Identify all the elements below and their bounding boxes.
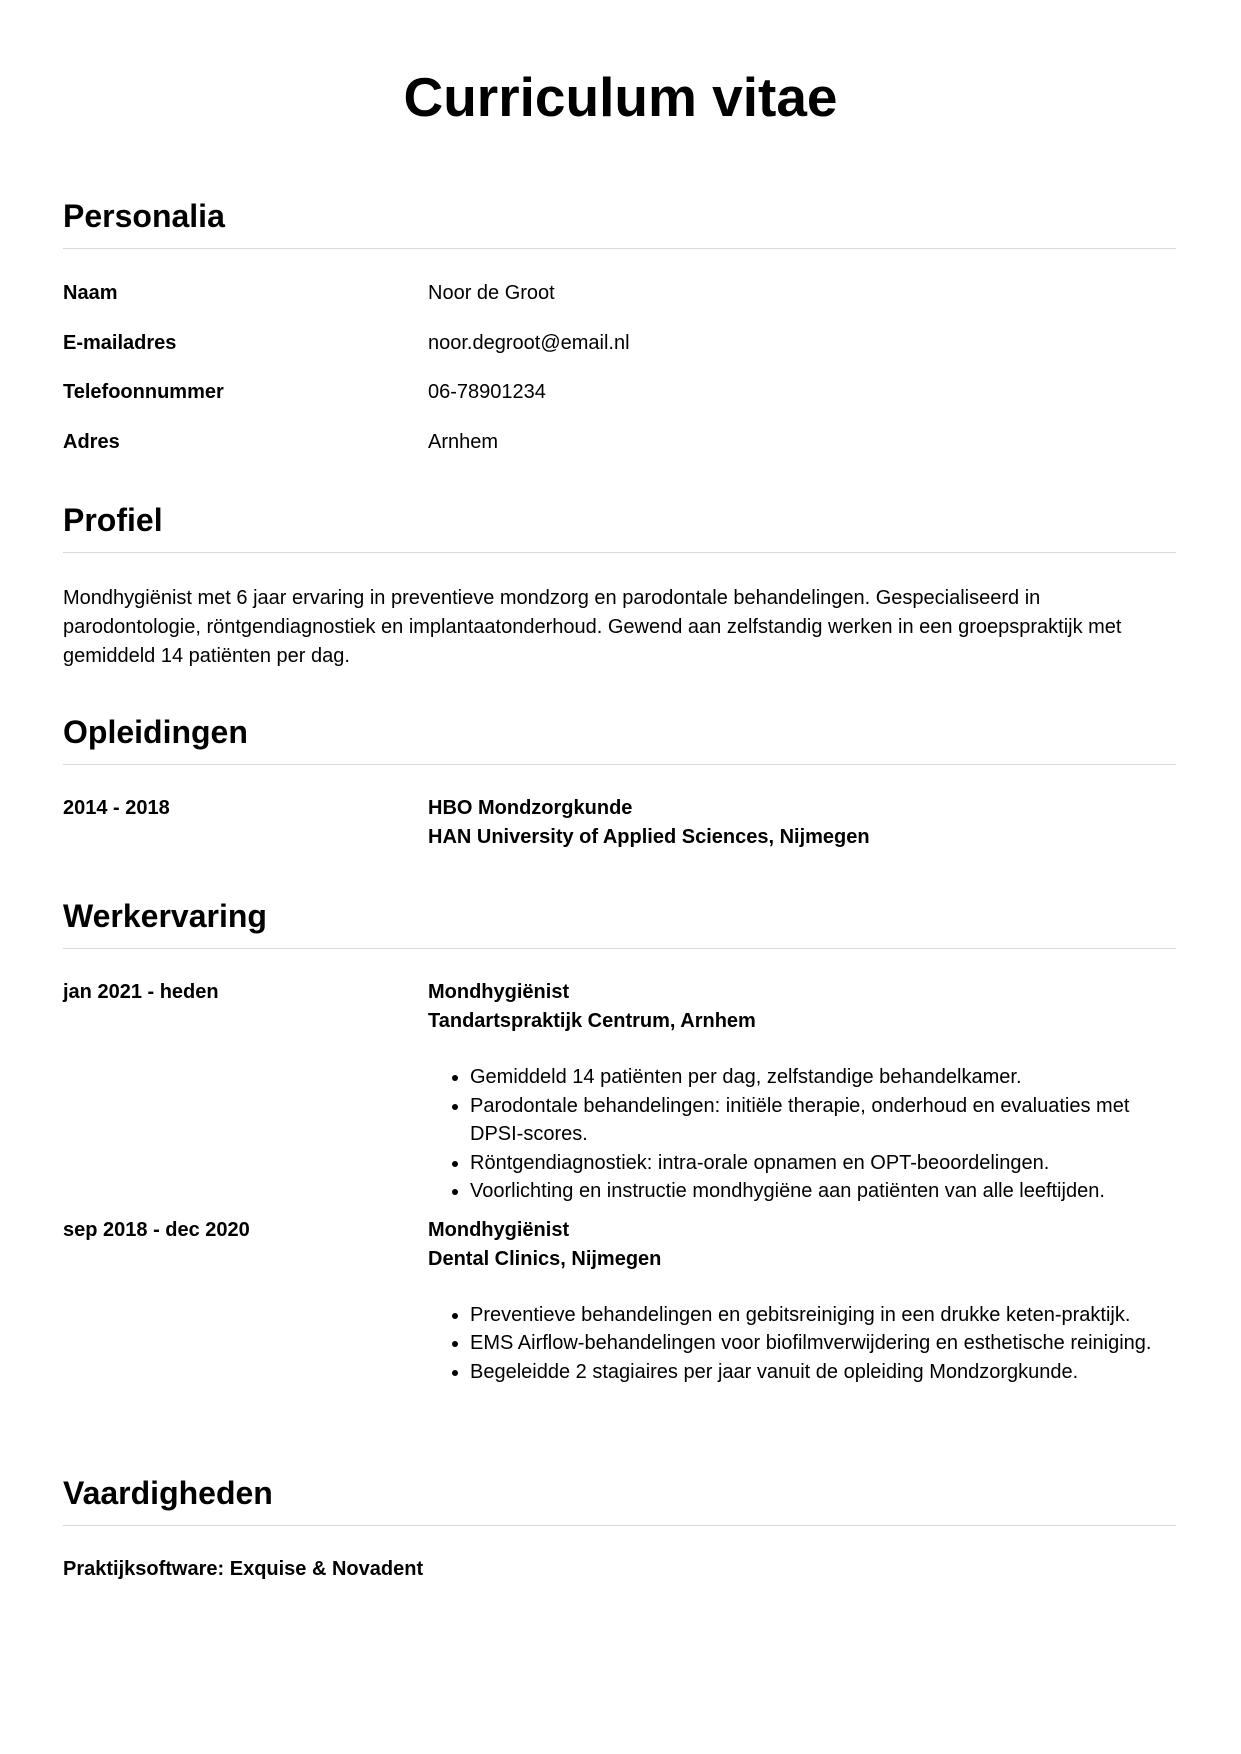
personalia-row-telefoon — [63, 378, 1176, 428]
document-title: Curriculum vitae — [403, 66, 838, 128]
profile-text: Mondhygiënist met 6 jaar ervaring in preventieve mondzorg en parodontale behandelingen. Gespecialiseerd in parodontologie, röntgendiagnostiek en implantaatonderhoud. Gewend aan zelfstandig werken in een groepspraktijk met gemiddeld 14 patiënten per dag. — [63, 587, 1122, 667]
list-item: • EMS Airflow-behandelingen voor biofilmverwijdering en esthetische reiniging. — [470, 1329, 1176, 1358]
field-label: Adres — [63, 430, 120, 453]
education-entry — [63, 794, 1176, 852]
section-heading-werkervaring: Werkervaring — [63, 896, 1176, 949]
list-item: • Parodontale behandelingen: initiële therapie, onderhoud en evaluaties met DPSI-scores. — [470, 1092, 1176, 1149]
personalia-row-email — [63, 329, 1176, 379]
field-value: noor.degroot@email.nl — [428, 331, 630, 354]
work-employer: Dental Clinics, Nijmegen — [428, 1247, 662, 1270]
section-opleidingen — [63, 712, 1176, 852]
field-label: Naam — [63, 282, 118, 304]
section-vaardigheden — [63, 1473, 1176, 1584]
section-werkervaring — [63, 896, 1176, 1386]
list-item: • Röntgendiagnostiek: intra-orale opnamen en OPT-beoordelingen. — [470, 1149, 1176, 1178]
work-employer: Tandartspraktijk Centrum, Arnhem — [428, 1010, 756, 1032]
education-title: HBO Mondzorgkunde — [428, 797, 633, 819]
work-entry — [63, 1216, 1176, 1387]
field-value: Arnhem — [428, 430, 499, 453]
list-item: • Voorlichting en instructie mondhygiëne aan patiënten van alle leeftijden. — [470, 1177, 1176, 1206]
work-bullets — [428, 1301, 1176, 1387]
field-label: E-mailadres — [63, 331, 177, 354]
field-value: Noor de Groot — [428, 282, 555, 304]
education-period: 2014 - 2018 — [63, 797, 170, 819]
work-title: Mondhygiënist — [428, 1218, 570, 1241]
work-title: Mondhygiënist — [428, 981, 570, 1003]
work-period: jan 2021 - heden — [63, 981, 219, 1003]
section-heading-personalia: Personalia — [63, 196, 1176, 249]
personalia-list — [63, 279, 1176, 477]
personalia-row-naam — [63, 279, 1176, 329]
section-heading-profiel: Profiel — [63, 500, 1176, 553]
list-item: • Begeleidde 2 stagiaires per jaar vanuit de opleiding Mondzorgkunde. — [470, 1358, 1176, 1387]
section-personalia — [63, 196, 1176, 477]
section-heading-opleidingen: Opleidingen — [63, 712, 1176, 765]
list-item: • Gemiddeld 14 patiënten per dag, zelfstandige behandelkamer. — [470, 1063, 1176, 1092]
skill-item: Praktijksoftware: Exquise & Novadent — [63, 1558, 424, 1580]
section-heading-vaardigheden: Vaardigheden — [63, 1473, 1176, 1526]
work-period: sep 2018 - dec 2020 — [63, 1218, 250, 1241]
field-value: 06-78901234 — [428, 381, 546, 403]
personalia-row-adres — [63, 428, 1176, 478]
field-label: Telefoonnummer — [63, 381, 224, 403]
education-institution: HAN University of Applied Sciences, Nijmegen — [428, 826, 870, 848]
list-item: • Preventieve behandelingen en gebitsreiniging in een drukke keten-praktijk. — [470, 1301, 1176, 1330]
section-profiel — [63, 500, 1176, 671]
work-bullets — [428, 1063, 1176, 1206]
work-entry — [63, 978, 1176, 1206]
